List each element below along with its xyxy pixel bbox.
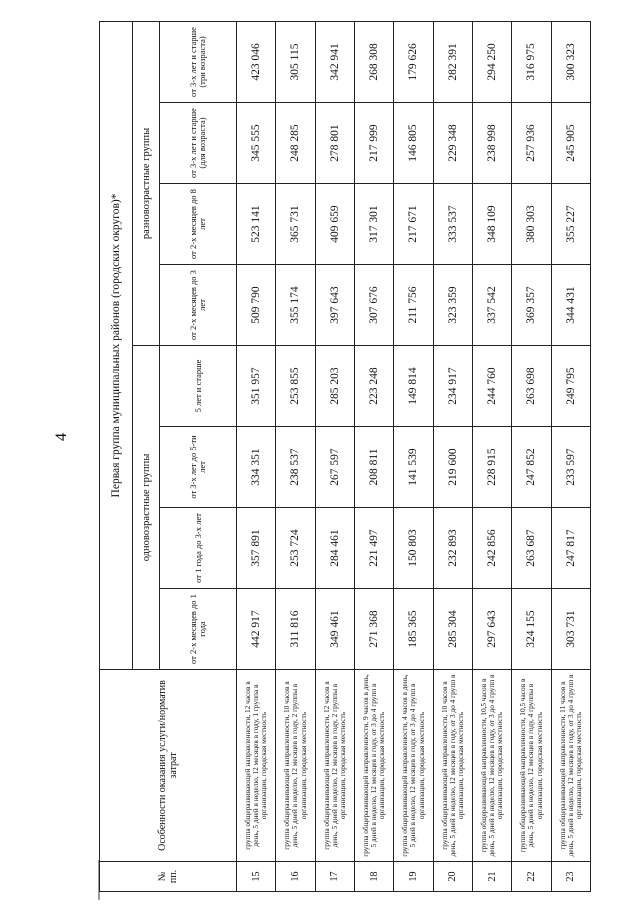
row-description: группа общеразвивающей направленности, 12 часов в день, 5 дней в неделю, 12 месяцев в году, 2 группы в организации, городская местность [315, 670, 354, 862]
cost-value: 238 998 [472, 103, 511, 184]
cost-value: 211 756 [394, 265, 433, 346]
cost-value: 253 724 [276, 508, 315, 589]
row-number: 19 [394, 862, 433, 892]
cost-value: 141 539 [394, 427, 433, 508]
cost-value: 285 203 [315, 346, 354, 427]
cost-norms-table [99, 21, 591, 892]
table-row [315, 21, 354, 891]
column-header: 5 лет и старше [160, 346, 237, 427]
row-number: 15 [237, 862, 276, 892]
cost-value: 249 795 [551, 346, 590, 427]
row-description: группа общеразвивающей направленности, 10,5 часов в день, 5 дней в неделю, 12 месяцев в году, от 3 до 4 групп в организации, городская местность [472, 670, 511, 862]
row-number: 21 [472, 862, 511, 892]
cost-value: 238 537 [276, 427, 315, 508]
cost-value: 351 957 [237, 346, 276, 427]
row-number: 18 [354, 862, 393, 892]
cost-value: 523 141 [237, 184, 276, 265]
header-mixed-age-groups: разновозрастные группы [133, 21, 160, 345]
cost-value: 263 687 [512, 508, 551, 589]
page-number: 4 [53, 433, 70, 441]
cost-value: 323 359 [433, 265, 472, 346]
cost-value: 365 731 [276, 184, 315, 265]
cost-value: 423 046 [237, 21, 276, 102]
table-row [512, 21, 551, 891]
cost-value: 284 461 [315, 508, 354, 589]
cost-value: 334 351 [237, 427, 276, 508]
header-row-number: № пп. [100, 862, 237, 892]
cost-value: 337 542 [472, 265, 511, 346]
cost-value: 344 431 [551, 265, 590, 346]
cost-value: 348 109 [472, 184, 511, 265]
cost-value: 263 698 [512, 346, 551, 427]
cost-value: 278 801 [315, 103, 354, 184]
cost-value: 271 368 [354, 589, 393, 670]
row-description: группа общеразвивающей направленности, 9 часов в день, 5 дней в неделю, 12 месяцев в году, от 3 до 4 групп в организации, городская местность [354, 670, 393, 862]
cost-value: 409 659 [315, 184, 354, 265]
cost-value: 357 891 [237, 508, 276, 589]
cost-value: 219 600 [433, 427, 472, 508]
cost-value: 244 760 [472, 346, 511, 427]
cost-value: 342 941 [315, 21, 354, 102]
table-row [472, 21, 511, 891]
cost-value: 305 115 [276, 21, 315, 102]
cost-value: 185 365 [394, 589, 433, 670]
cost-value: 242 856 [472, 508, 511, 589]
cost-value: 150 803 [394, 508, 433, 589]
table-row [237, 21, 276, 891]
row-description: группа общеразвивающей направленности, 10,5 часов в день, 5 дней в неделю, 12 месяцев в году, 4 группы в организации, городская местность [512, 670, 551, 862]
table-row [354, 21, 393, 891]
row-number: 16 [276, 862, 315, 892]
row-description: группа общеразвивающей направленности, 4 часов в день, 5 дней в неделю, 12 месяцев в году, от 3 до 4 групп в организации, городская местность [394, 670, 433, 862]
table-row [276, 21, 315, 891]
cost-value: 317 301 [354, 184, 393, 265]
row-description: группа общеразвивающей направленности, 10 часов в день, 5 дней в неделю, 12 месяцев в году, 2 группы в организации, городская местность [276, 670, 315, 862]
column-header: от 3-х лет до 5-ти лет [160, 427, 237, 508]
row-number: 17 [315, 862, 354, 892]
table-row [394, 21, 433, 891]
cost-value: 217 999 [354, 103, 393, 184]
cost-value: 509 790 [237, 265, 276, 346]
row-description: группа общеразвивающей направленности, 12 часов в день, 5 дней в неделю, 12 месяцев в году, 1 группа в организации, городская местность [237, 670, 276, 862]
row-number: 23 [551, 862, 590, 892]
cost-value: 300 323 [551, 21, 590, 102]
cost-value: 294 250 [472, 21, 511, 102]
table-row [551, 21, 590, 891]
cost-value: 267 597 [315, 427, 354, 508]
cost-value: 297 643 [472, 589, 511, 670]
rotated-page [99, 22, 591, 892]
cost-value: 247 852 [512, 427, 551, 508]
cost-value: 307 676 [354, 265, 393, 346]
cost-value: 221 497 [354, 508, 393, 589]
header-region-group: Первая группа муниципальных районов (городских округов)* [100, 21, 133, 669]
cost-value: 345 555 [237, 103, 276, 184]
cost-value: 248 285 [276, 103, 315, 184]
cost-value: 233 597 [551, 427, 590, 508]
cost-value: 355 227 [551, 184, 590, 265]
cost-value: 397 643 [315, 265, 354, 346]
cost-value: 247 817 [551, 508, 590, 589]
column-header: от 3-х лет и старше (для возраста) [160, 103, 237, 184]
cost-value: 217 671 [394, 184, 433, 265]
cost-value: 245 905 [551, 103, 590, 184]
column-header: от 2-х месяцев до 1 года [160, 589, 237, 670]
cost-value: 355 174 [276, 265, 315, 346]
cost-value: 282 391 [433, 21, 472, 102]
cost-value: 228 915 [472, 427, 511, 508]
cost-value: 208 811 [354, 427, 393, 508]
row-description: группа общеразвивающей направленности, 10 часов в день, 5 дней в неделю, 12 месяцев в году, от 3 до 4 групп в организации, городская местность [433, 670, 472, 862]
column-header: от 3-х лет и старше (три возраста) [160, 21, 237, 102]
cost-value: 285 304 [433, 589, 472, 670]
cost-value: 311 816 [276, 589, 315, 670]
cost-value: 316 975 [512, 21, 551, 102]
column-header: от 2-х месяцев до 8 лет [160, 184, 237, 265]
header-description: Особенности оказания услуги/норматив затрат [100, 670, 237, 862]
cost-value: 303 731 [551, 589, 590, 670]
cost-value: 324 155 [512, 589, 551, 670]
cost-value: 223 248 [354, 346, 393, 427]
cost-value: 268 308 [354, 21, 393, 102]
cost-value: 349 461 [315, 589, 354, 670]
cost-value: 380 303 [512, 184, 551, 265]
column-header: от 2-х месяцев до 3 лет [160, 265, 237, 346]
cost-value: 333 537 [433, 184, 472, 265]
row-number: 22 [512, 862, 551, 892]
cost-value: 149 814 [394, 346, 433, 427]
cost-value: 229 348 [433, 103, 472, 184]
cost-value: 146 805 [394, 103, 433, 184]
cost-value: 234 917 [433, 346, 472, 427]
cost-value: 232 893 [433, 508, 472, 589]
cost-value: 369 357 [512, 265, 551, 346]
cost-value: 257 936 [512, 103, 551, 184]
header-same-age-groups: одновозрастные группы [133, 346, 160, 670]
table-row [433, 21, 472, 891]
row-number: 20 [433, 862, 472, 892]
cost-value: 253 855 [276, 346, 315, 427]
cost-value: 179 626 [394, 21, 433, 102]
row-description: группа общеразвивающей направленности, 11 часов в день, 5 дней в неделю, 12 месяцев в году, от 3 до 4 групп в организации, городская местность [551, 670, 590, 862]
cost-value: 442 917 [237, 589, 276, 670]
column-header: от 1 года до 3-х лет [160, 508, 237, 589]
